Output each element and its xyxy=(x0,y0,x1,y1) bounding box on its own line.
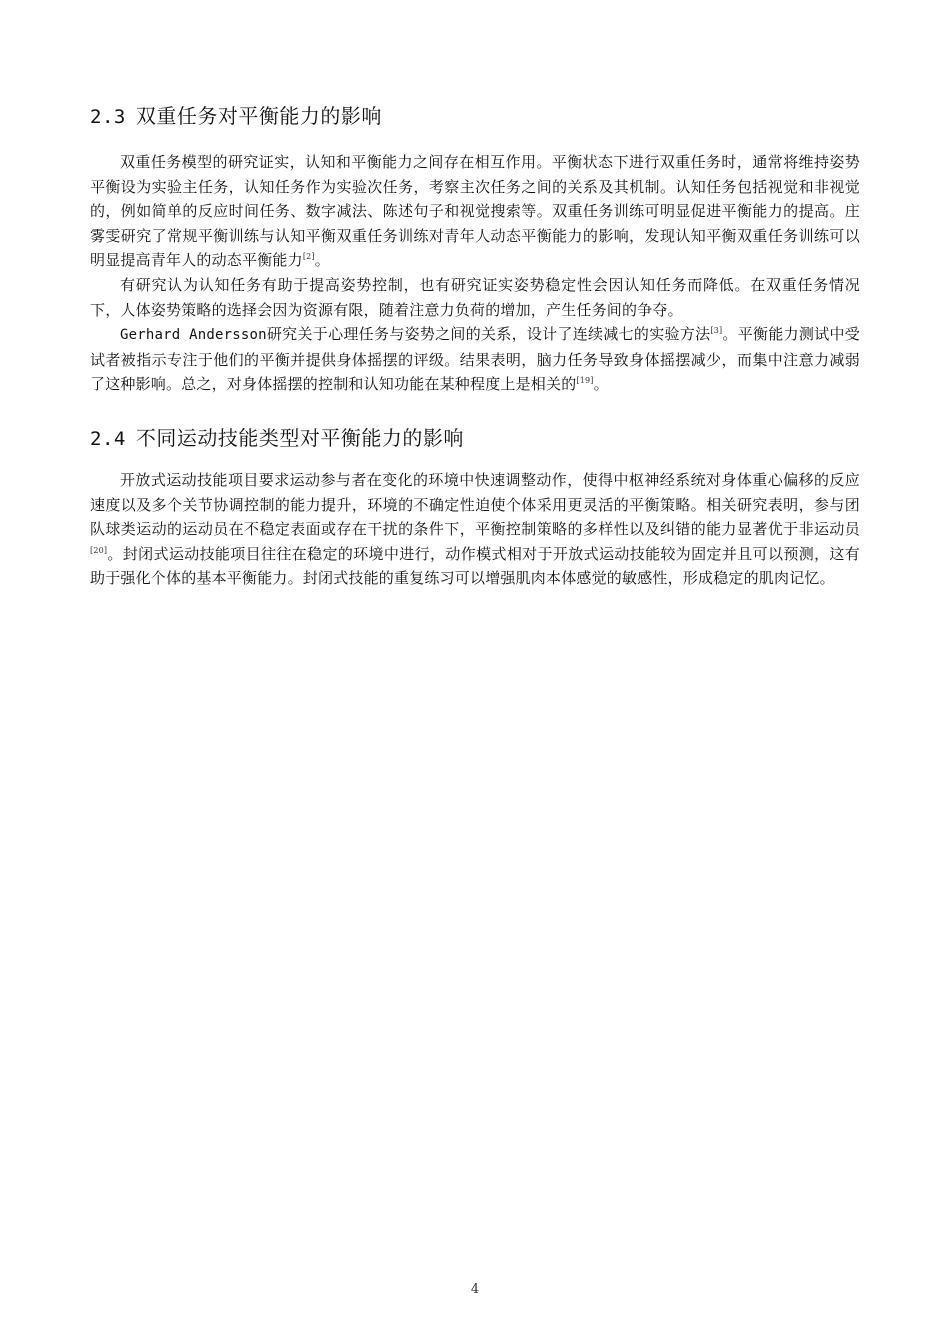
section-body-2-4 xyxy=(90,468,860,591)
paragraph xyxy=(90,273,860,322)
paragraph-text: 研究关于心理任务与姿势之间的关系，设计了连续减七的实验方法 xyxy=(266,325,711,344)
citation: [20] xyxy=(90,545,108,555)
section-body-2-3 xyxy=(90,150,860,397)
paragraph xyxy=(90,150,860,273)
section-number: 2.4 xyxy=(90,428,126,450)
paragraph-text: 双重任务模型的研究证实，认知和平衡能力之间存在相互作用。平衡状态下进行双重任务时，通常将维持姿势平衡设为实验主任务，认知任务作为实验次任务，考察主次任务之间的关系及其机制。认知任务包括视觉和非视觉的，例如简单的反应时间任务、数字减法、陈述句子和视觉搜索等。双重任务训练可明显促进平衡能力的提高。庄雾雯研究了常规平衡训练与认知平衡双重任务训练对青年人动态平衡能力的影响，发现认知平衡双重任务训练可以明显提高青年人的动态平衡能力 xyxy=(90,153,860,270)
paragraph-text: 。平衡能力测试中受试者被指示专注于他们的平衡并提供身体摇摆的评级。结果表明，脑力任务导致身体摇摆减少，而集中注意力减弱了这种影响。总之，对身体摇摆的控制和认知功能在某种程度上是相关的 xyxy=(90,325,860,394)
section-number: 2.3 xyxy=(90,106,126,128)
page-number: 4 xyxy=(470,1282,480,1297)
citation: [2] xyxy=(302,252,315,262)
author-name: Gerhard Andersson xyxy=(120,327,267,344)
section-heading-2-4 xyxy=(90,422,464,451)
section-heading-2-3 xyxy=(90,100,382,129)
paragraph-text: 。 xyxy=(593,375,609,394)
paragraph xyxy=(90,468,860,591)
paragraph-text: 有研究认为认知任务有助于提高姿势控制，也有研究证实姿势稳定性会因认知任务而降低。在双重任务情况下，人体姿势策略的选择会因为资源有限，随着注意力负荷的增加，产生任务间的争夺。 xyxy=(90,275,860,319)
paragraph xyxy=(90,322,860,397)
section-title: 不同运动技能类型对平衡能力的影响 xyxy=(135,426,464,450)
section-title: 双重任务对平衡能力的影响 xyxy=(135,104,382,128)
paragraph-text: 。 xyxy=(314,251,330,270)
citation: [19] xyxy=(576,376,594,386)
paragraph-text: 开放式运动技能项目要求运动参与者在变化的环境中快速调整动作，使得中枢神经系统对身体重心偏移的反应速度以及多个关节协调控制的能力提升，环境的不确定性迫使个体采用更灵活的平衡策略。相关研究表明，参与团队球类运动的运动员在不稳定表面或存在干扰的条件下，平衡控制策略的多样性以及纠错的能力显著优于非运动员 xyxy=(90,471,860,539)
citation: [3] xyxy=(710,326,723,336)
paragraph-text: 。封闭式运动技能项目往往在稳定的环境中进行，动作模式相对于开放式运动技能较为固定并且可以预测，这有助于强化个体的基本平衡能力。封闭式技能的重复练习可以增强肌肉本体感觉的敏感性，形成稳定的肌肉记忆。 xyxy=(90,544,860,588)
